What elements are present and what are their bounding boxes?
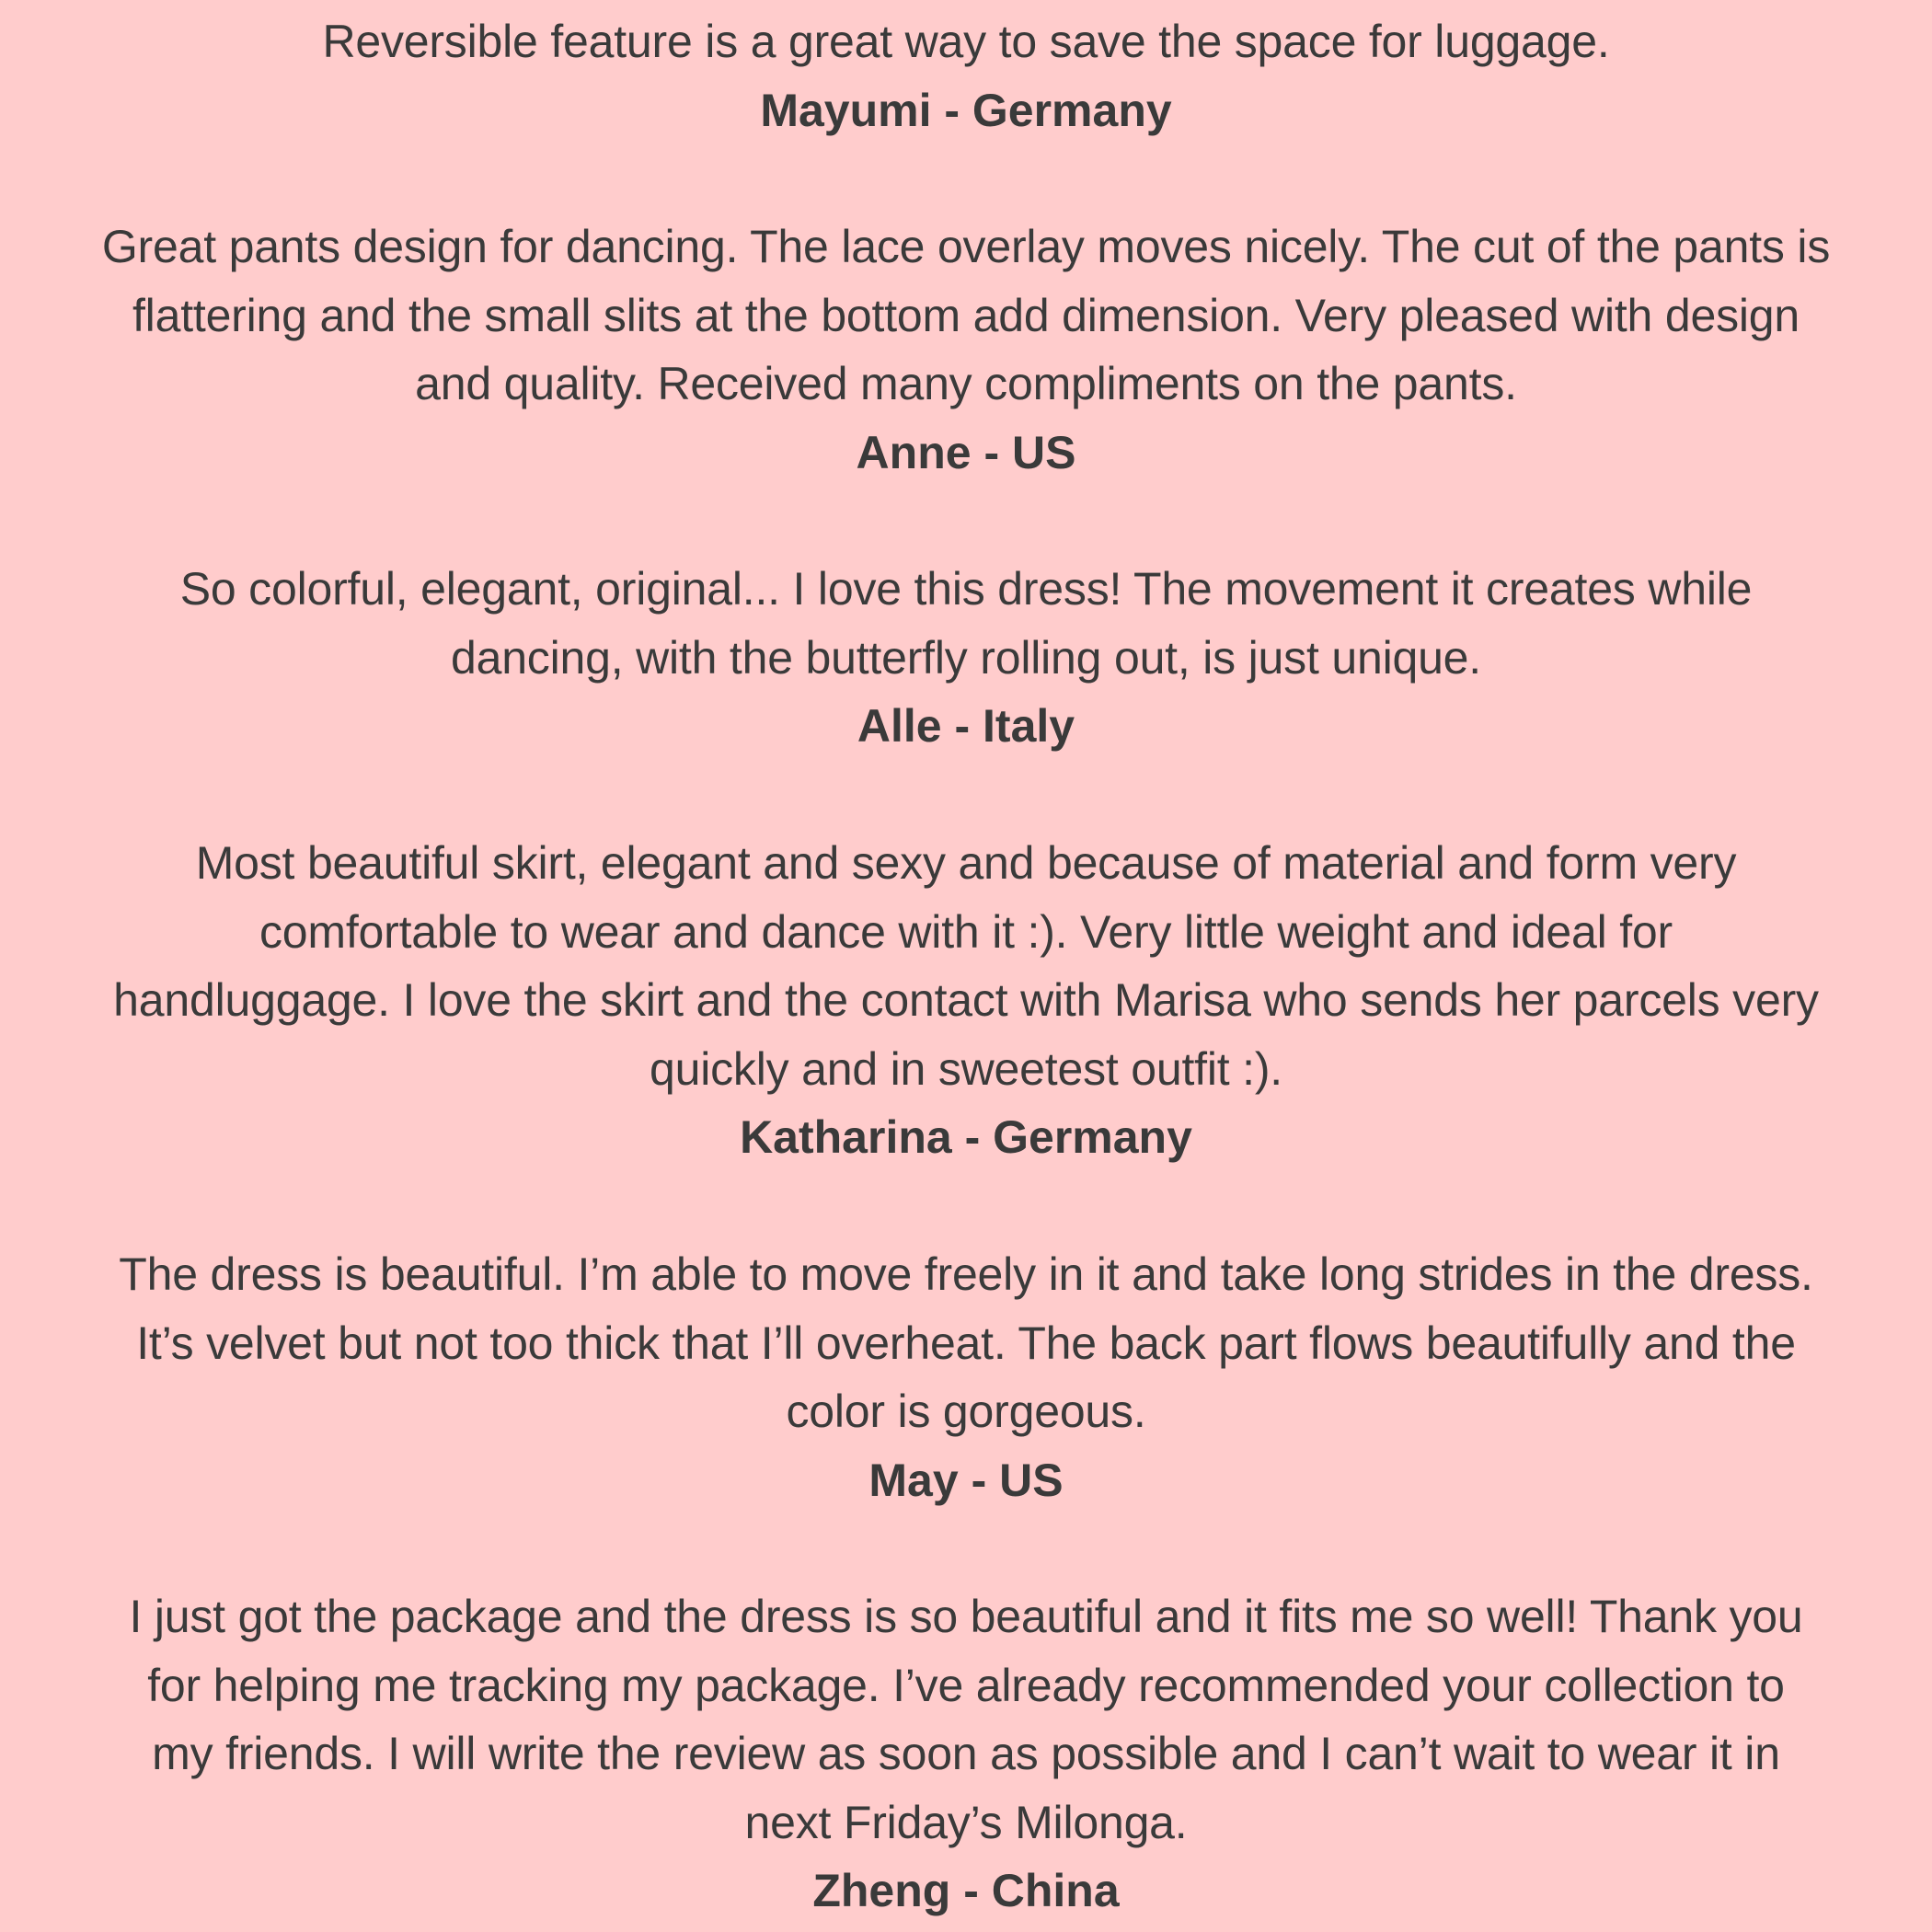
testimonial-author: May - US xyxy=(868,1454,1064,1506)
testimonial-item xyxy=(0,1582,1932,1926)
testimonial-quote: So colorful, elegant, original... I love this dress! The movement it creates while dancing, with the butterfly rolling out, is just unique. xyxy=(179,563,1753,684)
testimonial-author: Katharina - Germany xyxy=(740,1111,1192,1163)
testimonial-quote: Great pants design for dancing. The lace overlay moves nicely. The cut of the pants is flattering and the small slits at the bottom add dimension. Very pleased with design and quality. Received many compliments on the pants. xyxy=(101,221,1831,409)
testimonial-item xyxy=(0,1240,1932,1514)
testimonial-quote: Most beautiful skirt, elegant and sexy and because of material and form very comfortable to wear and dance with it :). Very little weight and ideal for handluggage. I love the skirt and the contact with Marisa who sends her parcels very quickly and in sweetest outfit :). xyxy=(113,837,1819,1095)
testimonial-item xyxy=(0,555,1932,761)
testimonial-author: Zheng - China xyxy=(812,1865,1120,1916)
testimonial-item xyxy=(0,7,1932,144)
testimonial-quote: The dress is beautiful. I’m able to move freely in it and take long strides in the dress. It’s velvet but not too thick that I’ll overheat. The back part flows beautifully and the color is gorgeous. xyxy=(119,1248,1813,1437)
testimonial-item xyxy=(0,829,1932,1172)
testimonial-author: Mayumi - Germany xyxy=(760,84,1172,136)
testimonial-author: Anne - US xyxy=(856,426,1076,478)
testimonial-quote: I just got the package and the dress is so beautiful and it fits me so well! Thank you for helping me tracking my package. I’ve already recommended your collection to my friends. I will write the review as soon as possible and I can’t wait to wear it in next Friday’s Milonga. xyxy=(129,1591,1803,1848)
testimonial-author: Alle - Italy xyxy=(857,700,1075,752)
testimonial-quote: Reversible feature is a great way to save the space for luggage. xyxy=(322,16,1610,67)
testimonial-item xyxy=(0,213,1932,487)
